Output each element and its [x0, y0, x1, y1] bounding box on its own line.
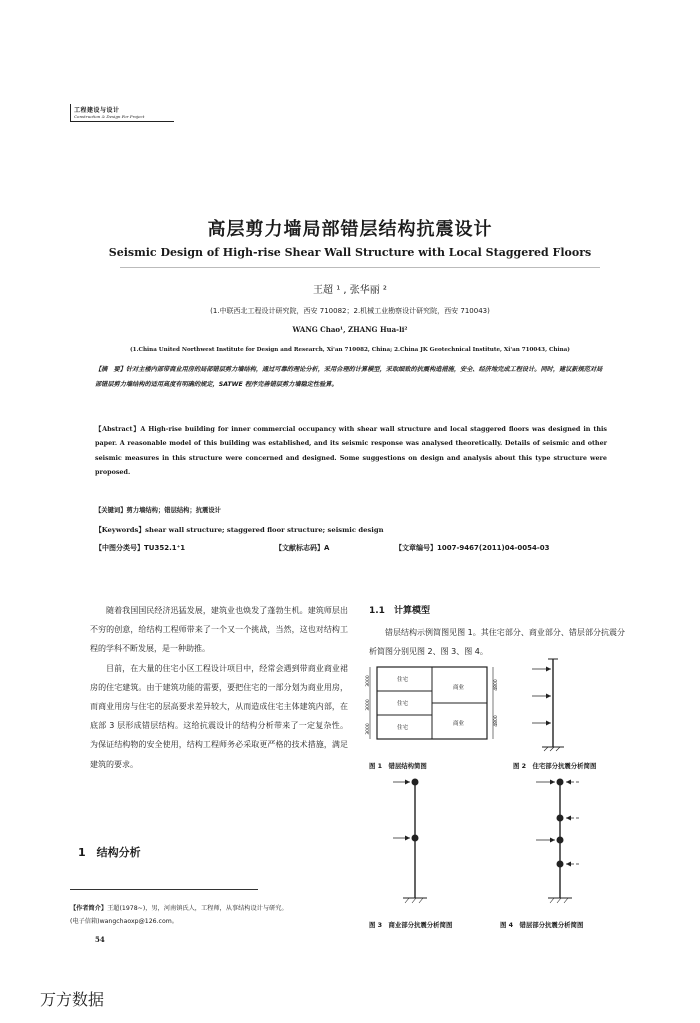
fig3-hatch [419, 898, 423, 903]
fig4-arrow-head [566, 816, 571, 821]
keywords-label-cn: 【关键词】 [95, 507, 127, 514]
fig4-arrow-head [550, 838, 555, 843]
fig4-mass-node [557, 815, 564, 822]
figure-1-caption: 图 1 错层结构简图 [369, 762, 427, 770]
keywords-label-en: 【Keywords】 [95, 526, 146, 534]
figure-2-diagram [520, 655, 580, 755]
footnote-email: (电子信箱)wangchaoxp@126.com。 [70, 918, 178, 925]
title-en: Seismic Design of High-rise Shear Wall Structure with Local Staggered Floors [108, 246, 592, 259]
figure-4-diagram [528, 770, 600, 910]
fig1-room-residential: 住宅 [397, 701, 409, 707]
figure-4-caption: 图 4 错层部分抗震分析简图 [500, 921, 584, 929]
title-cn: 高层剪力墙局部错层结构抗震设计 [207, 219, 493, 240]
fig3-arrow-head [405, 780, 410, 785]
fig1-dim-left-2: 3000 [366, 699, 371, 711]
abstract-text-cn: 针对主楼内部带商业用房的局部错层剪力墙结构，通过可靠的理论分析，采用合理的计算模型，采取细致的抗震构造措施，安全、经济地完成工程设计。同时，建议新规范对局部错层剪力墙结构的适用高度有明确的规定，SATWE 程序完善错层剪力墙稳定性验算。 [95, 366, 603, 388]
fig3-hatch [405, 898, 409, 903]
keywords-cn [95, 505, 221, 514]
clc-number: 【中图分类号】TU352.1⁺1 [95, 544, 186, 552]
keywords-text-cn: 剪力墙结构；错层结构；抗震设计 [126, 507, 221, 514]
journal-name-cn: 工程建设与设计 [74, 107, 120, 114]
journal-name-en: Construction & Design For Project [74, 114, 145, 119]
fig4-mass-node [557, 861, 564, 868]
fig2-arrow-head [546, 721, 551, 726]
affiliation-cn: (1.中联西北工程设计研究院，西安 710082；2.机械工业勘察设计研究院，西安 710043) [210, 307, 490, 315]
abstract-label-en: 【Abstract】 [95, 425, 141, 433]
keywords-text-en: shear wall structure; staggered floor structure; seismic design [145, 526, 384, 534]
body-paragraph-3: 错层结构示例简图见图 1。其住宅部分、商业部分、错层部分抗震分析简图分别见图 2、图 3、图 4。 [369, 628, 625, 657]
fig2-hatch [544, 747, 548, 751]
fig4-hatch [550, 898, 554, 903]
abstract-cn [95, 363, 605, 392]
fig4-mass-node [557, 779, 564, 786]
figure-1-diagram [365, 665, 505, 745]
fig4-arrow-head [550, 780, 555, 785]
footnote-label: 【作者简介】 [70, 905, 108, 912]
fig4-hatch [564, 898, 568, 903]
fig1-room-commercial: 商业 [453, 721, 465, 727]
page-number: 54 [95, 935, 105, 944]
fig1-room-commercial: 商业 [453, 685, 465, 691]
figure-3-diagram [385, 770, 445, 910]
authors-cn: 王超 ¹ , 张华丽 ² [313, 285, 387, 296]
document-code: 【文献标志码】A [275, 544, 330, 552]
fig2-hatch [556, 747, 560, 751]
fig1-dim-left-3: 3000 [366, 723, 371, 735]
fig1-room-residential: 住宅 [397, 725, 409, 731]
fig4-arrow-head [566, 862, 571, 867]
fig1-dim-right-2: 4800 [494, 715, 499, 727]
authors-en: WANG Chao¹, ZHANG Hua-li² [292, 325, 408, 334]
footnote-text: 王超(1978~)，男，河南镇氏人，工程师，从事结构设计与研究。 [107, 905, 288, 912]
fig3-mass-node [412, 835, 419, 842]
title-rule [120, 267, 600, 268]
article-number: 【文章编号】1007-9467(2011)04-0054-03 [395, 544, 550, 552]
figure-2-caption: 图 2 住宅部分抗震分析简图 [513, 762, 597, 770]
fig3-hatch [412, 898, 416, 903]
author-footnote [70, 902, 350, 928]
body-paragraph-2: 目前，在大量的住宅小区工程设计项目中，经常会遇到带商业商业裙房的住宅建筑。由于建筑功能的需要，要把住宅的一部分划为商业用房，而商业用房与住宅的层高要求差异较大，从而造成住宅主体建筑内部，在底部 3 层形成错层结构。这给抗震设计的结构分析带来了一定复杂性。为保证结构物的安全使用，结构工程师务必采取更严格的技术措施，满足建筑的要求。 [90, 663, 348, 769]
fig2-arrow-head [546, 694, 551, 699]
fig2-hatch [550, 747, 554, 751]
figure-3-caption: 图 3 商业部分抗震分析简图 [369, 921, 453, 929]
abstract-text-en: A High-rise building for inner commercial occupancy with shear wall structure and local staggered floors was designed in this paper. A reasonable model of this building was established, and its seismic response was analysed theoretically. Details of seismic and other seismic measures in this structure were concerned and designed. Some suggestions on design and analysis about this type structure were proposed. [95, 425, 607, 477]
source-watermark: 万方数据 [40, 990, 105, 1009]
section-heading-1: 1 结构分析 [78, 846, 141, 859]
body-left-column [90, 601, 348, 774]
affiliation-en: (1.China United Northwest Institute for Design and Research, Xi'an 710082, China; 2.China JK Geotechnical Institute, Xi'an 710043, China) [130, 347, 570, 353]
fig2-arrow-head [546, 667, 551, 672]
fig1-dim-right-1: 4800 [494, 679, 499, 691]
body-paragraph-1: 随着我国国民经济迅猛发展，建筑业也焕发了蓬勃生机。建筑师层出不穷的创意，给结构工程师带来了一个又一个挑战，当然，这也对结构工程的学科不断发展，是一种助推。 [90, 606, 348, 654]
fig1-dim-left-1: 3000 [366, 675, 371, 687]
fig1-room-residential: 住宅 [397, 677, 409, 683]
fig4-hatch [557, 898, 561, 903]
journal-header [70, 104, 174, 122]
abstract-en [95, 422, 607, 480]
keywords-en [95, 524, 384, 534]
abstract-label-cn: 【摘 要】 [95, 366, 126, 373]
fig4-mass-node [557, 837, 564, 844]
fig3-arrow-head [405, 836, 410, 841]
fig3-mass-node [412, 779, 419, 786]
fig4-arrow-head [566, 780, 571, 785]
subsection-heading: 1.1 计算模型 [369, 606, 430, 616]
footnote-rule [70, 889, 258, 890]
